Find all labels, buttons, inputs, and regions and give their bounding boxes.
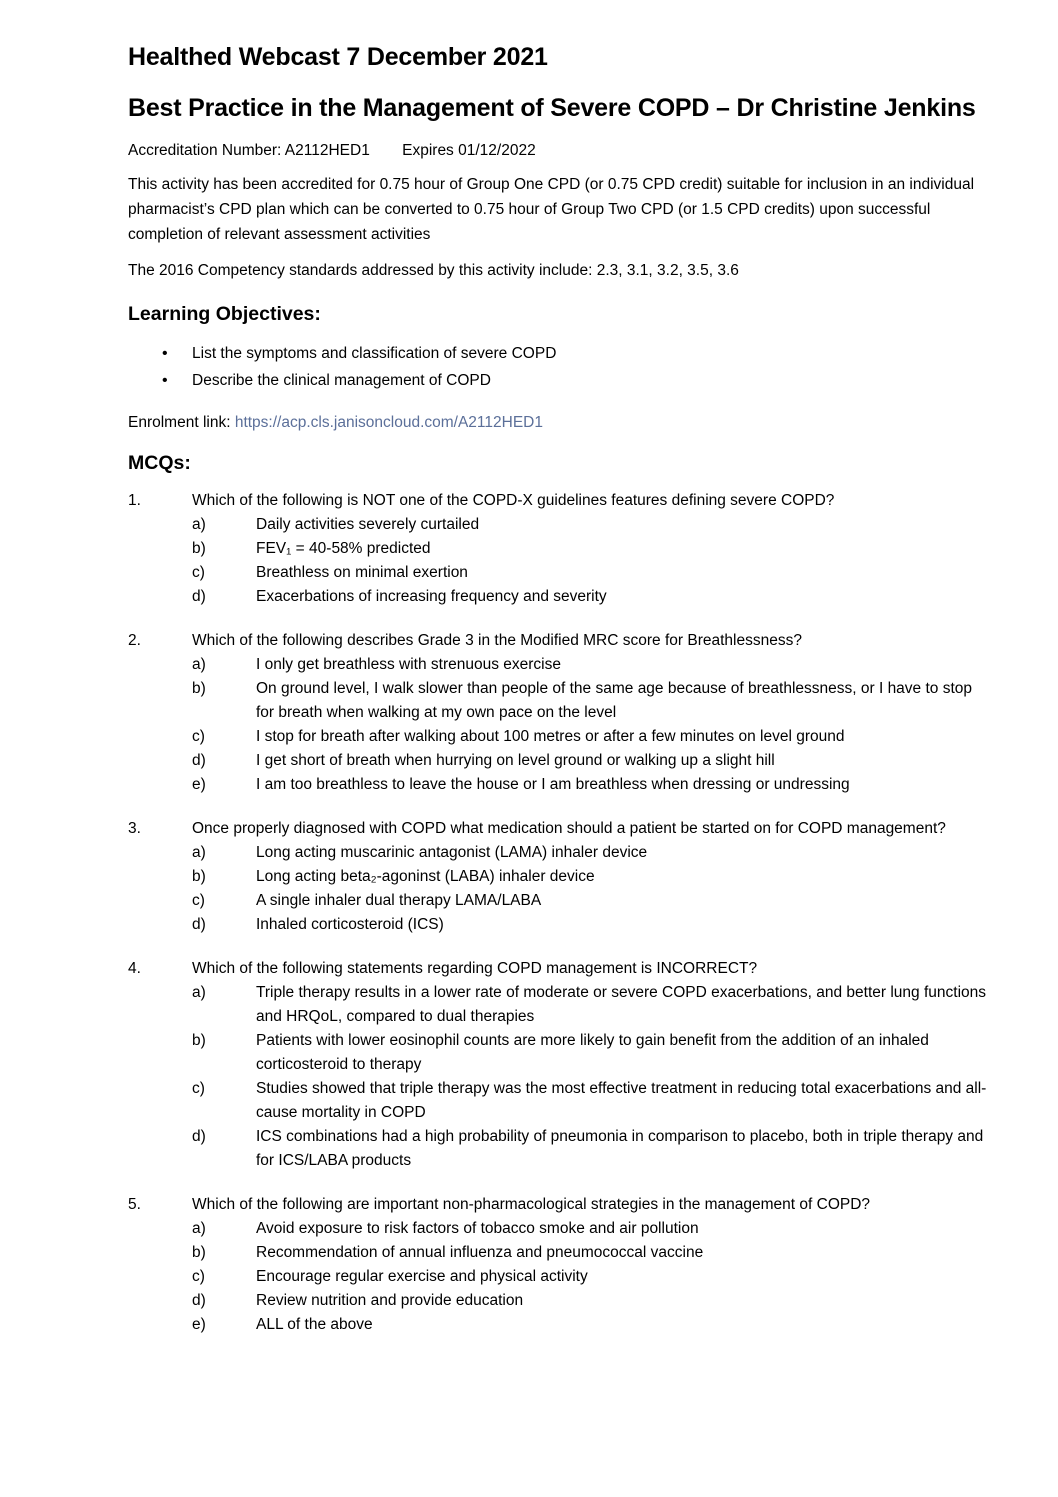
option-label: d) <box>192 588 206 605</box>
answer-option <box>192 1125 988 1173</box>
option-label: c) <box>192 1268 205 1285</box>
option-label: e) <box>192 1316 206 1333</box>
objective-item: • Describe the clinical management of COPD <box>128 367 988 394</box>
option-label: a) <box>192 984 206 1001</box>
option-label: d) <box>192 1292 206 1309</box>
answer-option <box>192 561 988 585</box>
answer-option <box>192 513 988 537</box>
option-text: ALL of the above <box>256 1316 373 1333</box>
mcqs-heading: MCQs: <box>128 452 191 474</box>
option-text: Triple therapy results in a lower rate of moderate or severe COPD exacerbations, and better lung functions and HRQoL, compared to dual therapies <box>256 984 987 1025</box>
option-text: I am too breathless to leave the house or I am breathless when dressing or undressing <box>256 776 850 793</box>
mcq-question <box>128 817 988 937</box>
option-text: Avoid exposure to risk factors of tobacco smoke and air pollution <box>256 1220 699 1237</box>
mcq-question <box>128 489 988 609</box>
option-label: e) <box>192 776 206 793</box>
answer-option <box>192 1077 988 1125</box>
option-text: On ground level, I walk slower than people of the same age because of breathlessness, or I have to stop for breath when walking at my own pace on the level <box>256 680 973 721</box>
accreditation-number: Accreditation Number: A2112HED1 <box>128 142 370 159</box>
enrolment-label: Enrolment link: <box>128 414 235 431</box>
question-text: Which of the following describes Grade 3 in the Modified MRC score for Breathlessness? <box>192 632 802 649</box>
question-number: 2. <box>128 632 141 649</box>
mcq-list <box>128 489 988 1337</box>
learning-objectives-list <box>128 340 988 394</box>
question-number: 1. <box>128 492 141 509</box>
learning-objectives-heading: Learning Objectives: <box>128 303 321 325</box>
answer-option <box>192 841 988 865</box>
option-label: c) <box>192 728 205 745</box>
question-number: 5. <box>128 1196 141 1213</box>
option-label: a) <box>192 656 206 673</box>
option-text: Review nutrition and provide education <box>256 1292 524 1309</box>
intro-paragraph: This activity has been accredited for 0.75 hour of Group One CPD (or 0.75 CPD credit) suitable for inclusion in an individual pharmacist’s CPD plan which can be converted to 0.75 hour of Group Two CPD (or 1.5 CPD credits) upon successful completion of relevant assessment activities <box>128 176 975 243</box>
option-label: b) <box>192 1244 206 1261</box>
document-title: Healthed Webcast 7 December 2021 <box>128 43 548 71</box>
document-content <box>128 43 988 1357</box>
question-text: Which of the following statements regarding COPD management is INCORRECT? <box>192 960 758 977</box>
option-label: d) <box>192 916 206 933</box>
answer-option <box>192 1289 988 1313</box>
option-label: a) <box>192 1220 206 1237</box>
option-text: Long acting muscarinic antagonist (LAMA) inhaler device <box>256 844 648 861</box>
option-text: Long acting beta₂-agoninst (LABA) inhaler device <box>256 868 595 885</box>
option-label: b) <box>192 1032 206 1049</box>
question-text: Which of the following is NOT one of the COPD-X guidelines features defining severe COPD? <box>192 492 835 509</box>
mcq-question <box>128 957 988 1173</box>
question-text: Which of the following are important non-pharmacological strategies in the management of COPD? <box>192 1196 871 1213</box>
option-label: c) <box>192 1080 205 1097</box>
answer-option <box>192 677 988 725</box>
option-text: Studies showed that triple therapy was the most effective treatment in reducing total exacerbations and all-cause mortality in COPD <box>256 1080 987 1121</box>
question-number: 4. <box>128 960 141 977</box>
option-label: b) <box>192 868 206 885</box>
option-label: b) <box>192 680 206 697</box>
option-label: c) <box>192 564 205 581</box>
document-subtitle: Best Practice in the Management of Severe COPD – Dr Christine Jenkins <box>128 94 976 122</box>
answer-option <box>192 725 988 749</box>
objective-item: • List the symptoms and classification of severe COPD <box>128 340 988 367</box>
option-text: Inhaled corticosteroid (ICS) <box>256 916 444 933</box>
answer-option <box>192 1265 988 1289</box>
option-label: d) <box>192 1128 206 1145</box>
option-text: I stop for breath after walking about 100 metres or after a few minutes on level ground <box>256 728 845 745</box>
option-label: a) <box>192 844 206 861</box>
enrolment-link[interactable]: https://acp.cls.janisoncloud.com/A2112HED1 <box>234 414 543 431</box>
enrolment-line <box>128 414 988 432</box>
accreditation-expiry: Expires 01/12/2022 <box>402 142 536 159</box>
answer-option <box>192 537 988 561</box>
answer-option <box>192 1217 988 1241</box>
answer-option <box>192 653 988 677</box>
answer-option <box>192 1029 988 1077</box>
option-text: I only get breathless with strenuous exercise <box>256 656 561 673</box>
answer-option <box>192 749 988 773</box>
option-text: Recommendation of annual influenza and pneumococcal vaccine <box>256 1244 704 1261</box>
option-label: c) <box>192 892 205 909</box>
question-number: 3. <box>128 820 141 837</box>
option-text: Breathless on minimal exertion <box>256 564 468 581</box>
answer-option <box>192 865 988 889</box>
option-text: A single inhaler dual therapy LAMA/LABA <box>256 892 542 909</box>
option-text: Daily activities severely curtailed <box>256 516 480 533</box>
option-text: Exacerbations of increasing frequency and severity <box>256 588 607 605</box>
question-text: Once properly diagnosed with COPD what medication should a patient be started on for COPD management? <box>192 820 946 837</box>
accreditation-line <box>128 142 988 160</box>
answer-option <box>192 1241 988 1265</box>
answer-option <box>192 773 988 797</box>
answer-option <box>192 1313 988 1337</box>
answer-option <box>192 889 988 913</box>
answer-option <box>192 585 988 609</box>
answer-option <box>192 913 988 937</box>
competency-paragraph: The 2016 Competency standards addressed by this activity include: 2.3, 3.1, 3.2, 3.5, 3.6 <box>128 262 739 279</box>
answer-option <box>192 981 988 1029</box>
option-text: Patients with lower eosinophil counts are more likely to gain benefit from the addition of an inhaled corticosteroid to therapy <box>256 1032 929 1073</box>
mcq-question <box>128 1193 988 1337</box>
option-label: a) <box>192 516 206 533</box>
mcq-question <box>128 629 988 797</box>
option-text: FEV₁ = 40-58% predicted <box>256 540 431 557</box>
option-label: d) <box>192 752 206 769</box>
option-label: b) <box>192 540 206 557</box>
option-text: Encourage regular exercise and physical activity <box>256 1268 588 1285</box>
option-text: ICS combinations had a high probability of pneumonia in comparison to placebo, both in triple therapy and for ICS/LABA products <box>256 1128 984 1169</box>
option-text: I get short of breath when hurrying on level ground or walking up a slight hill <box>256 752 775 769</box>
